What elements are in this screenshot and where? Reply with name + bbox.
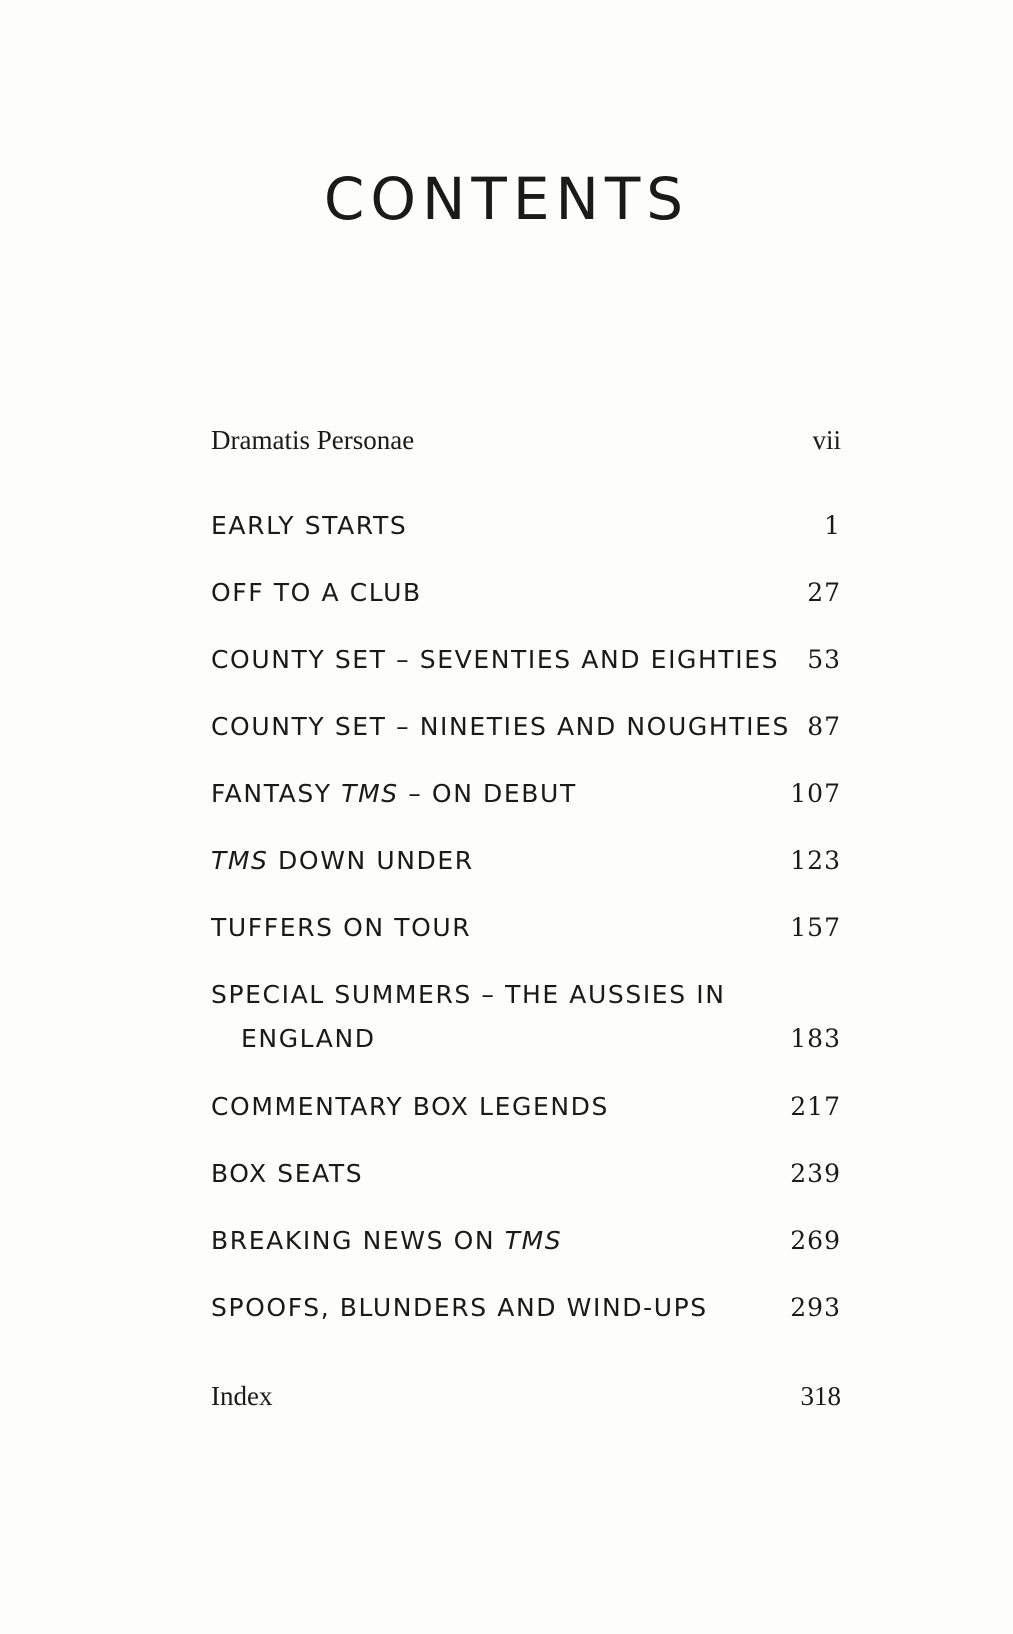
toc-entry-label: OFF TO A CLUB — [211, 578, 422, 607]
toc-entry-label: TUFFERS ON TOUR — [211, 913, 472, 942]
toc-entry-page: 183 — [790, 1024, 841, 1053]
toc-entry-label: FANTASY TMS – ON DEBUT — [211, 779, 577, 808]
toc-entry-page: 87 — [807, 712, 841, 741]
toc-entry-page: 107 — [790, 779, 841, 808]
toc-entry-label: BREAKING NEWS ON TMS — [211, 1226, 563, 1255]
toc-entry-label: EARLY STARTS — [211, 511, 408, 540]
toc-entry-page: 239 — [790, 1159, 841, 1188]
toc-entry-page: 293 — [790, 1293, 841, 1322]
toc-entry-page: 318 — [800, 1381, 841, 1411]
toc-entry-label: Dramatis Personae — [211, 425, 415, 455]
toc-entry-label: COUNTY SET – NINETIES AND NOUGHTIES — [211, 712, 790, 741]
toc-entry-label: BOX SEATS — [211, 1159, 364, 1188]
toc-entry-label-continued: ENGLAND — [241, 1024, 376, 1053]
toc-entry-label: COUNTY SET – SEVENTIES AND EIGHTIES — [211, 645, 780, 674]
toc-entry-page: 1 — [824, 511, 841, 540]
toc-entry-page: 157 — [790, 913, 841, 942]
toc-entry-page: 217 — [790, 1092, 841, 1121]
page-title: CONTENTS — [323, 165, 690, 233]
toc-entry-page: 123 — [790, 846, 841, 875]
toc-entry-label: COMMENTARY BOX LEGENDS — [211, 1092, 609, 1121]
toc-entry-label: Index — [211, 1381, 273, 1411]
toc-entry-page: 53 — [807, 645, 841, 674]
toc-entry-label: TMS DOWN UNDER — [211, 846, 474, 875]
toc-entry-page: 269 — [790, 1226, 841, 1255]
toc-entry-label: SPECIAL SUMMERS – THE AUSSIES IN — [211, 980, 726, 1009]
toc-entry-label: SPOOFS, BLUNDERS AND WIND-UPS — [211, 1293, 708, 1322]
toc-entry-page: 27 — [807, 578, 841, 607]
toc-entry-page: vii — [812, 425, 841, 455]
